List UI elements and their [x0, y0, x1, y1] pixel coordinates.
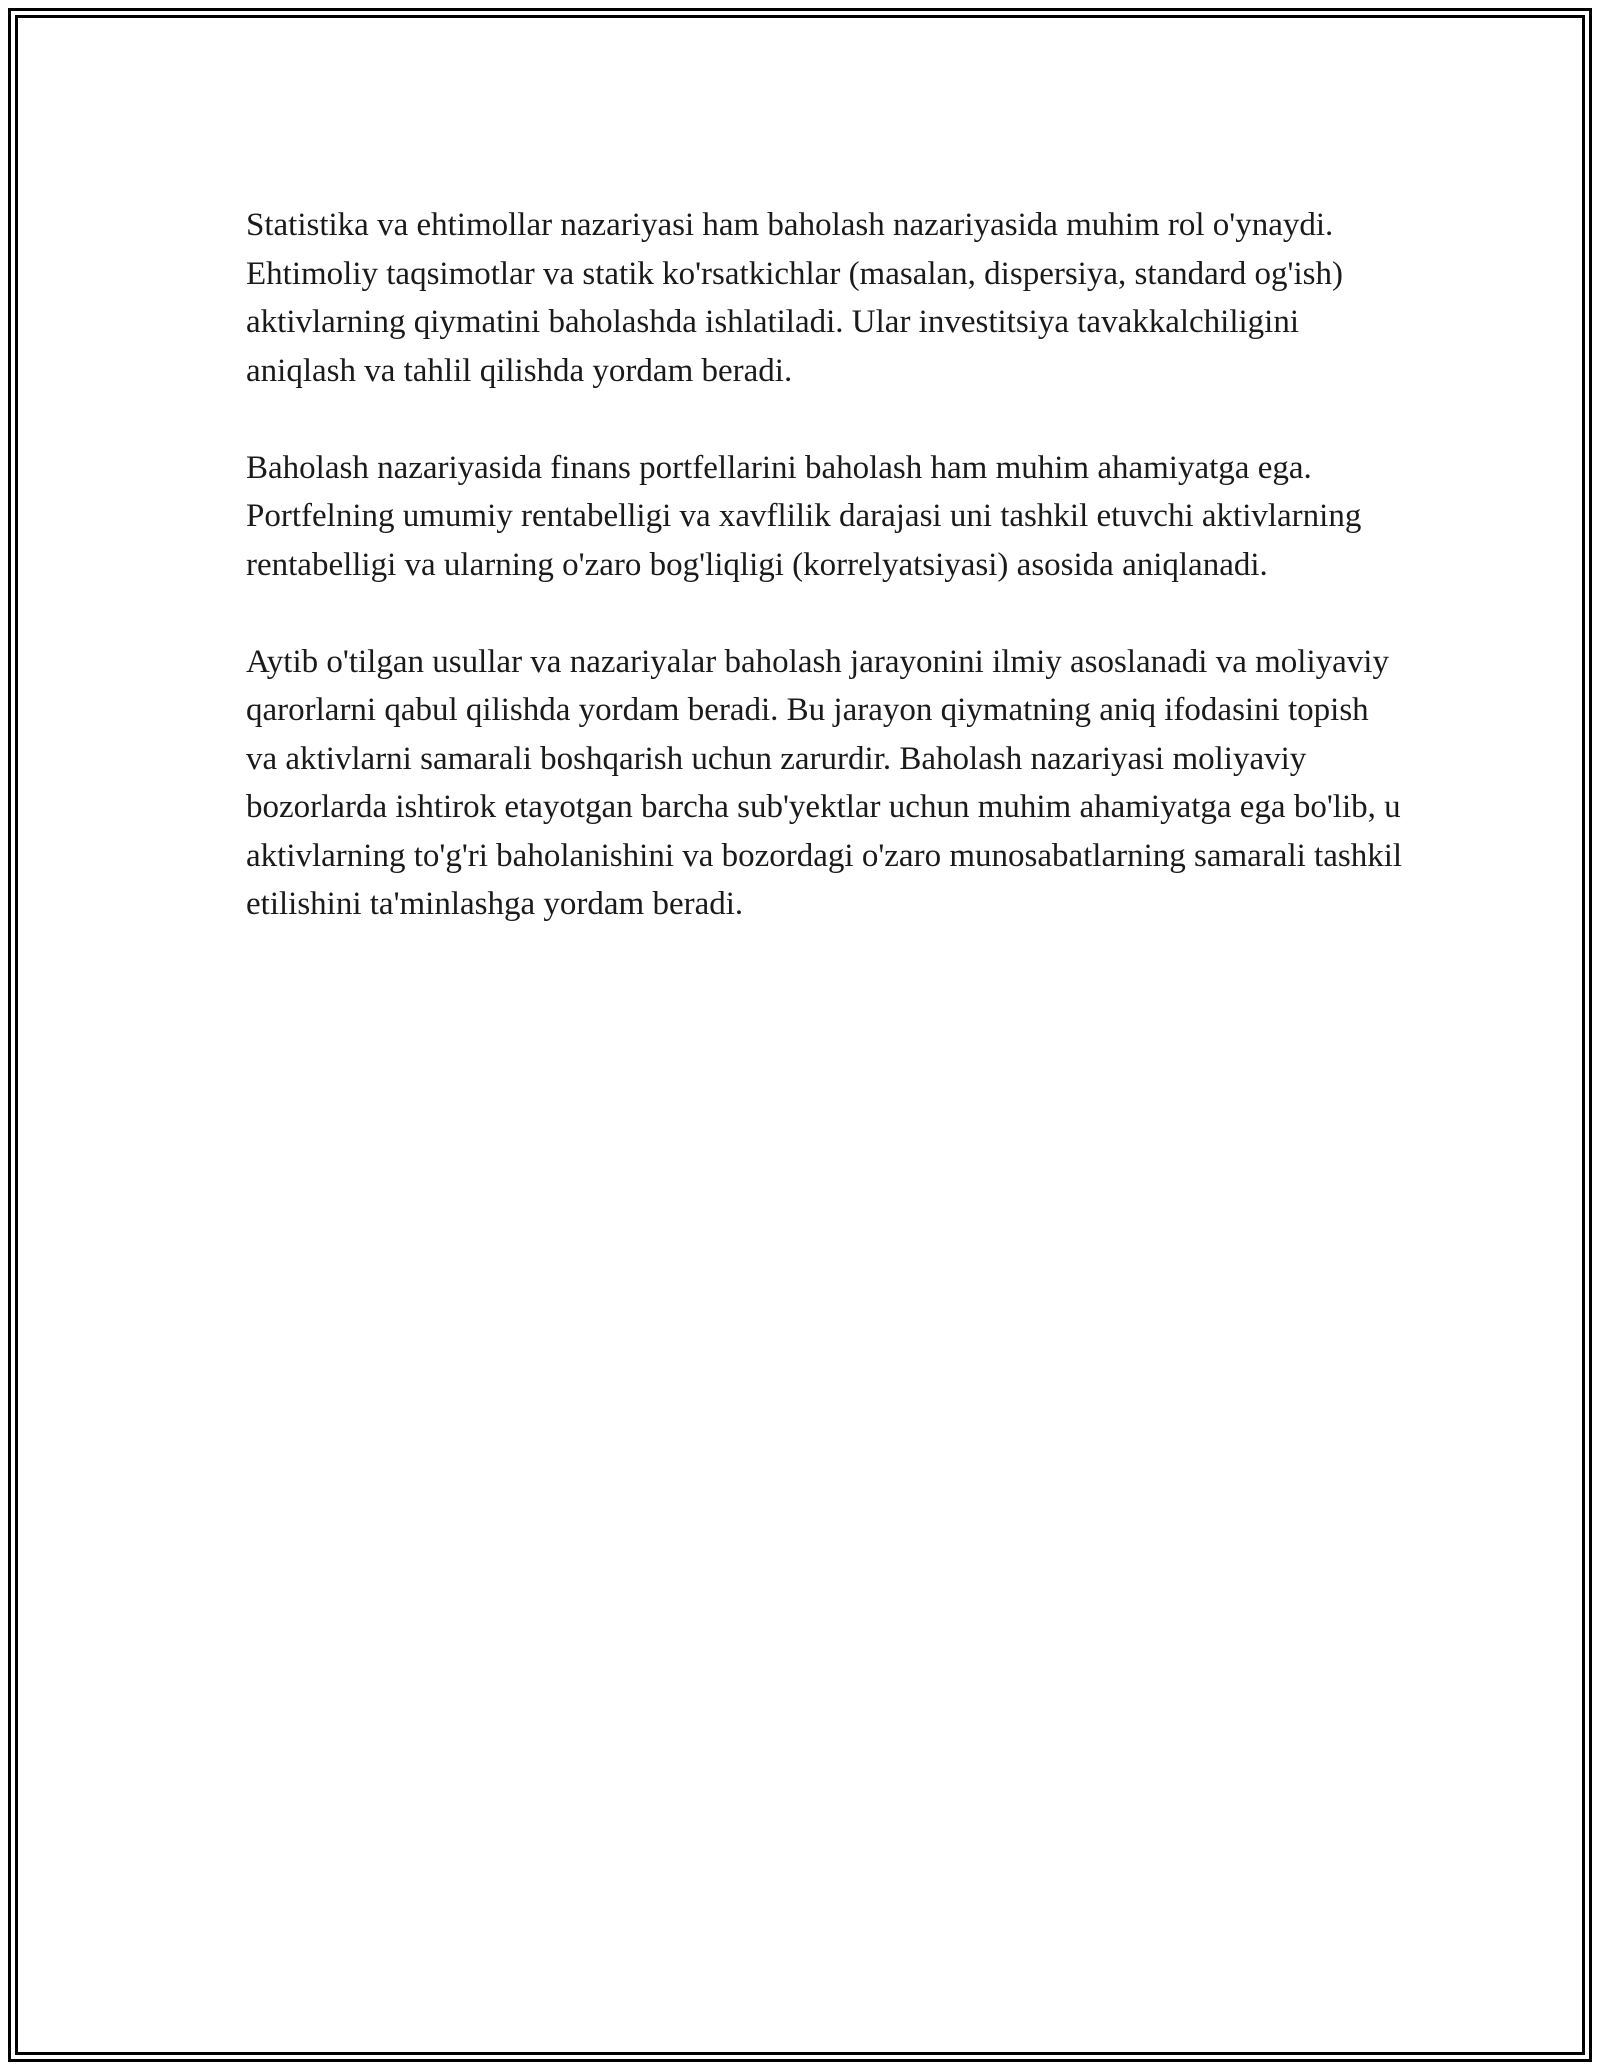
- paragraph-statistics: Statistika va ehtimollar nazariyasi ham baholash nazariyasida muhim rol o'ynaydi. Ehtimoliy taqsimotlar va statik ko'rsatkichlar (masalan, dispersiya, standard og'ish) aktivlarning qiymatini baholashda ishlatiladi. Ular investitsiya tavakkalchiligini aniqlash va tahlil qilishda yordam beradi.: [246, 207, 1343, 389]
- page-border: [8, 8, 1592, 2062]
- paragraph-portfolio: Baholash nazariyasida finans portfellarini baholash ham muhim ahamiyatga ega. Portfelning umumiy rentabelligi va xavflilik darajasi uni tashkil etuvchi aktivlarning rentabelligi va ularning o'zaro bog'liqligi (korrelyatsiyasi) asosida aniqlanadi.: [246, 449, 1362, 583]
- paragraph-conclusion: Aytib o'tilgan usullar va nazariyalar baholash jarayonini ilmiy asoslanadi va moliyaviy qarorlarni qabul qilishda yordam beradi. Bu jarayon qiymatning aniq ifodasini topish va aktivlarni samarali boshqarish uchun zarurdir. Baholash nazariyasi moliyaviy bozorlarda ishtirok etayotgan barcha sub'yektlar uchun muhim ahamiyatga ega bo'lib, u aktivlarning to'g'ri baholanishini va bozordagi o'zaro munosabatlarning samarali tashkil etilishini ta'minlashga yordam beradi.: [246, 643, 1403, 922]
- document-body: [246, 201, 1406, 977]
